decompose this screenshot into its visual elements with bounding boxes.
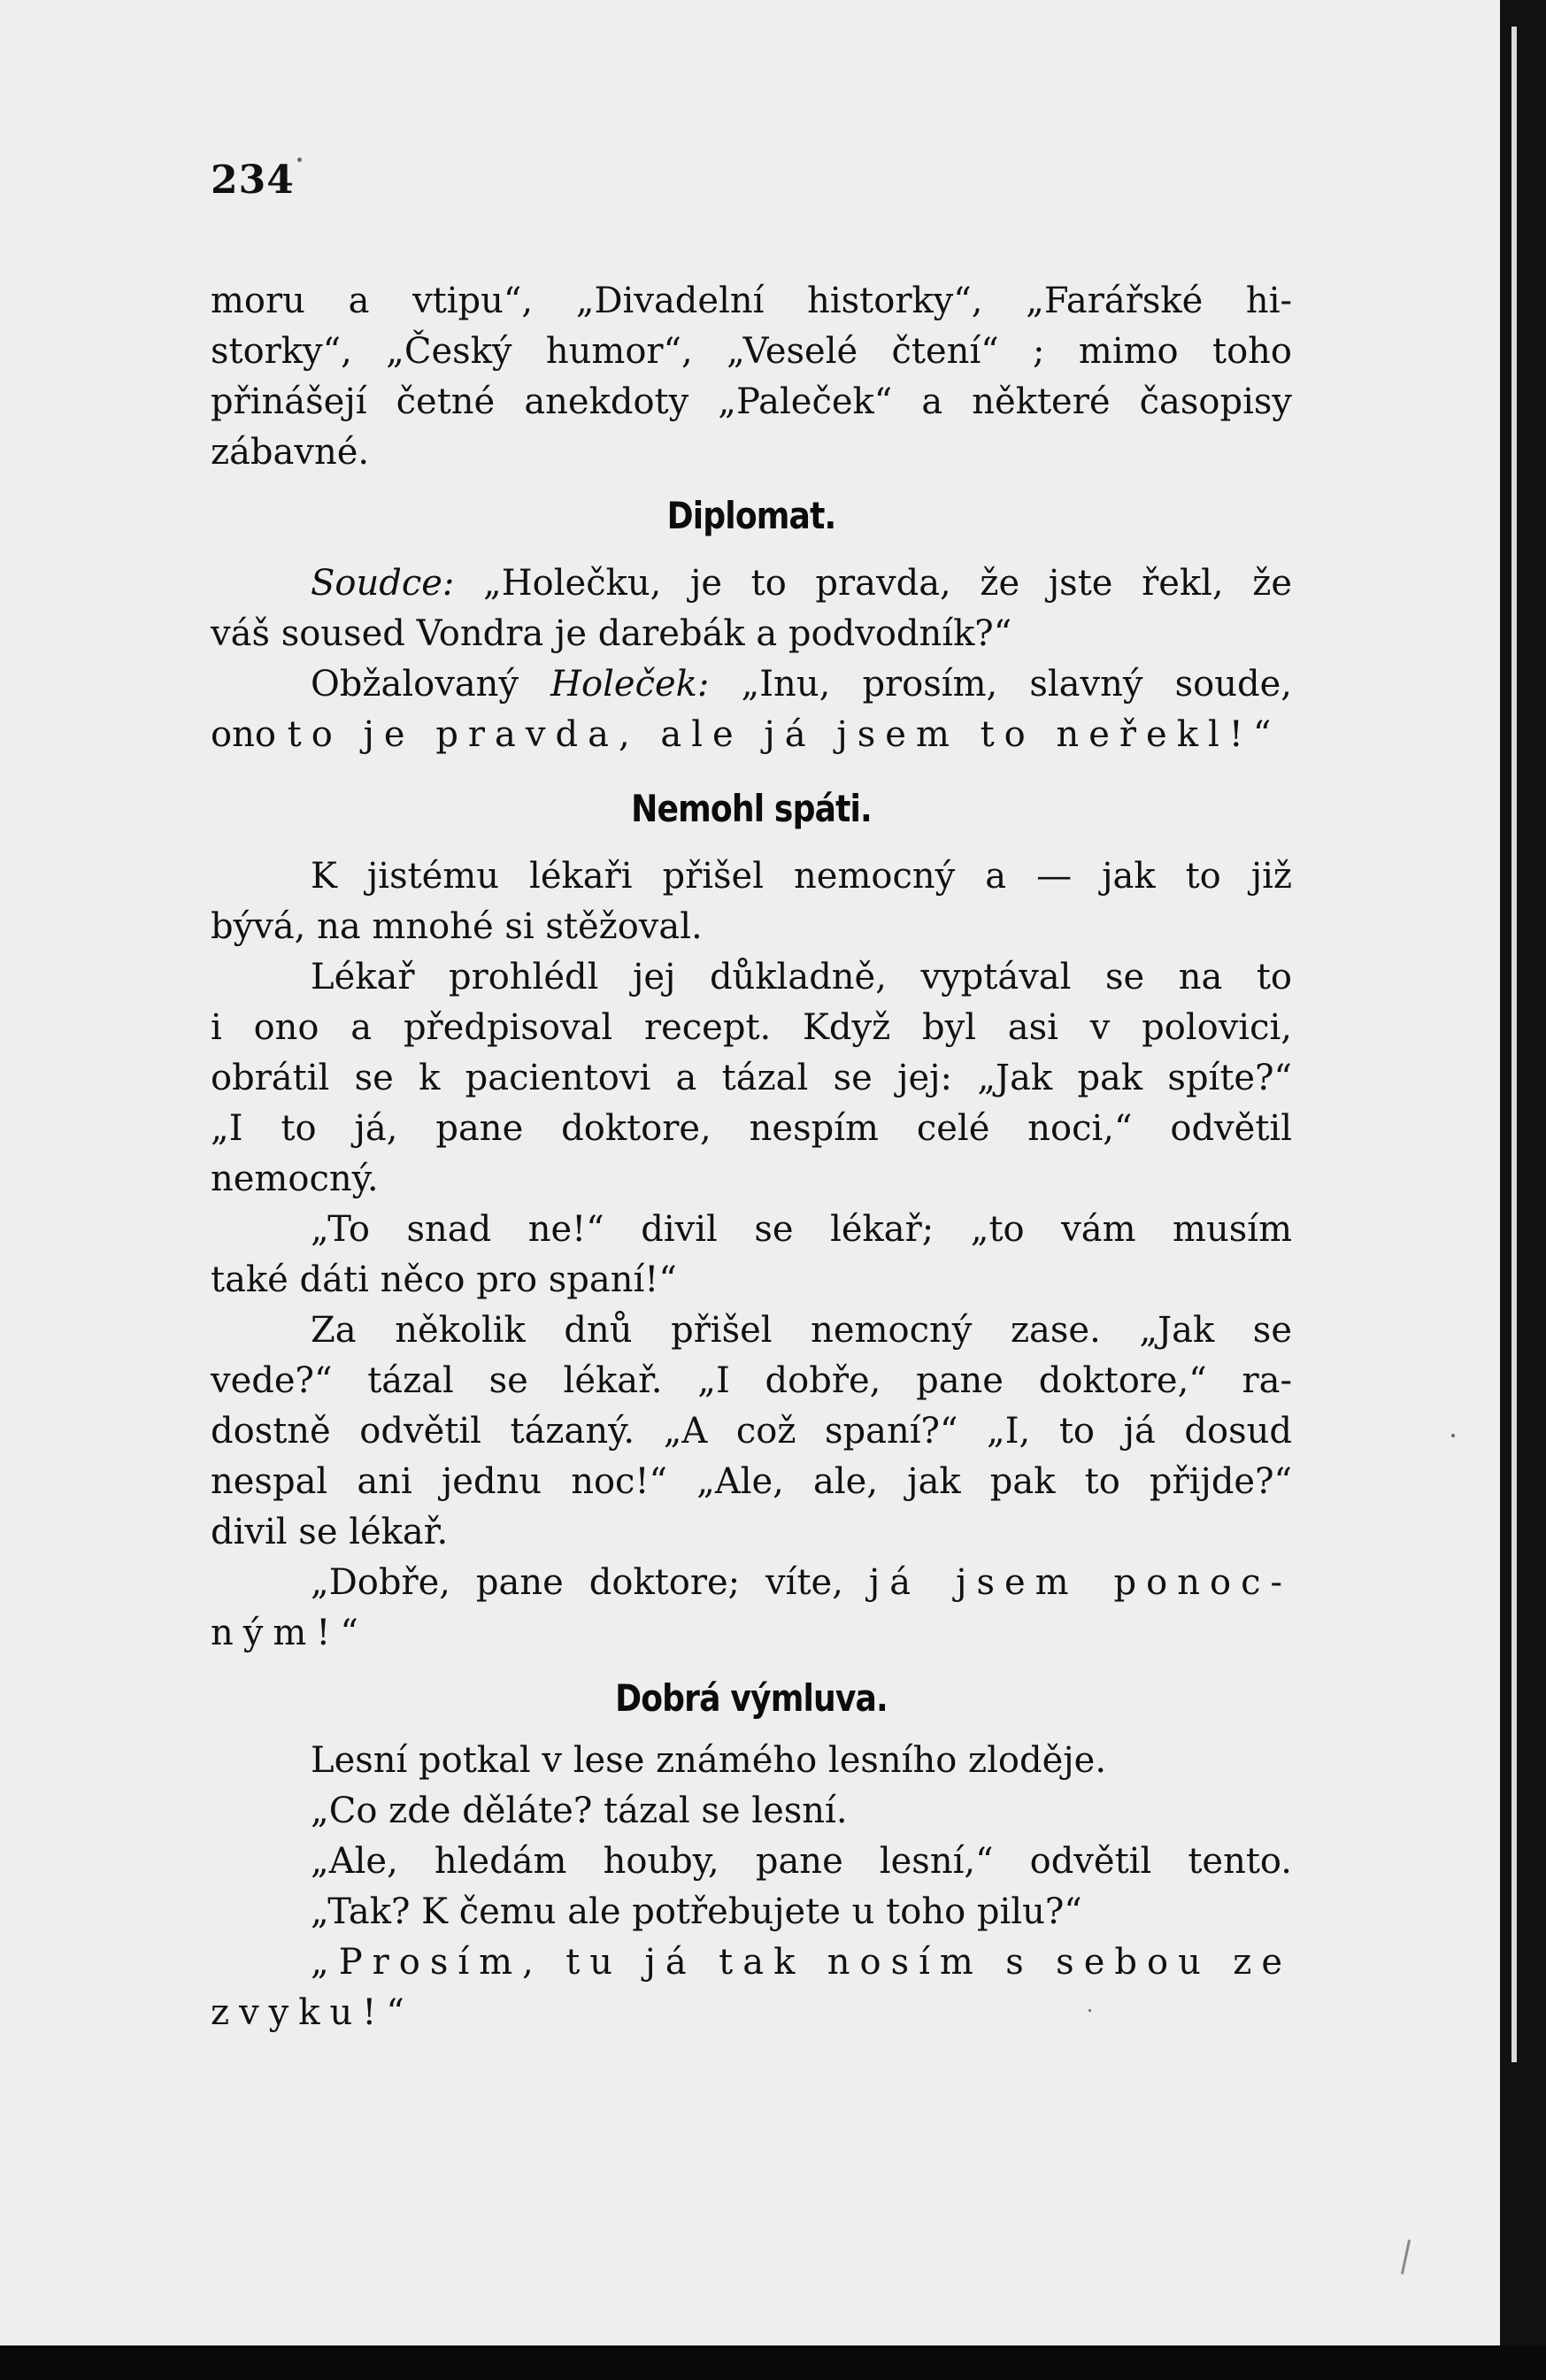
continuation-paragraph bbox=[211, 276, 1292, 478]
paragraph bbox=[211, 851, 1292, 952]
paragraph bbox=[211, 1786, 1292, 1837]
text-line: obrátil se k pacientovi a tázal se jej: „Jak pak spíte?“ bbox=[211, 1058, 1292, 1098]
paragraph bbox=[211, 1937, 1292, 2038]
text-line: nespal ani jednu noc!“ „Ale, ale, jak pak to přijde?“ bbox=[211, 1461, 1292, 1502]
text-line: bývá, na mnohé si stěžoval. bbox=[211, 906, 703, 947]
print-speck bbox=[297, 158, 302, 162]
text-line: přinášejí četné anekdoty „Paleček“ a některé časopisy bbox=[211, 381, 1292, 422]
pencil-mark bbox=[1401, 2239, 1411, 2275]
text-line bbox=[211, 1558, 1292, 1608]
text-line: také dáti něco pro spaní!“ bbox=[211, 1259, 677, 1300]
text-line bbox=[211, 558, 1292, 609]
paragraph bbox=[211, 558, 1292, 659]
text-line bbox=[211, 1608, 1292, 1659]
text-line: dostně odvětil tázaný. „A což spaní?“ „I, to já dosud bbox=[211, 1411, 1292, 1452]
text-run: Obžalovaný bbox=[311, 664, 519, 705]
paragraph bbox=[211, 1306, 1292, 1558]
text-line bbox=[211, 710, 1292, 760]
emphasized-text: to je pravda, ale já jsem to neřekl!“ bbox=[287, 714, 1281, 755]
text-line: Za několik dnů přišel nemocný zase. „Jak se bbox=[311, 1310, 1292, 1351]
paragraph bbox=[211, 659, 1292, 760]
text-line bbox=[211, 1988, 1292, 2038]
text-line: „Ale, hledám houby, pane lesní,“ odvětil tento. bbox=[311, 1841, 1292, 1882]
text-line: „Co zde děláte? tázal se lesní. bbox=[311, 1791, 848, 1831]
emphasized-text: já jsem ponoc- bbox=[868, 1562, 1292, 1603]
text-line: váš soused Vondra je darebák a podvodník?“ bbox=[211, 613, 1012, 654]
paragraph bbox=[211, 1736, 1292, 1786]
text-line: „To snad ne!“ divil se lékař; „to vám musím bbox=[311, 1209, 1292, 1250]
speaker-name: Holeček: bbox=[550, 664, 710, 705]
page-number: 234 bbox=[211, 158, 295, 203]
text-line: „I to já, pane doktore, nespím celé noci,“ odvětil bbox=[211, 1108, 1292, 1149]
speaker-name: Soudce: bbox=[311, 563, 455, 604]
emphasized-text: ným!“ bbox=[211, 1613, 368, 1653]
text-line: Lesní potkal v lese známého lesního zloděje. bbox=[311, 1740, 1107, 1781]
scan-edge-bottom bbox=[0, 2345, 1546, 2380]
text-line: „Prosím, tu já tak nosím s sebou ze bbox=[311, 1942, 1292, 1983]
emphasized-text: zvyku!“ bbox=[211, 1992, 414, 2033]
text-line: nemocný. bbox=[211, 1159, 379, 1199]
paragraph bbox=[211, 1887, 1292, 1937]
text-line: divil se lékař. bbox=[211, 1512, 449, 1552]
text-line: moru a vtipu“, „Divadelní historky“, „Farářské hi- bbox=[211, 281, 1292, 321]
text-line: storky“, „Český humor“, „Veselé čtení“ ; mimo toho bbox=[211, 331, 1292, 372]
text-run: „Inu, prosím, slavný soude, bbox=[741, 664, 1293, 705]
text-line bbox=[211, 659, 1292, 710]
text-run: „Holečku, je to pravda, že jste řekl, že bbox=[483, 563, 1292, 604]
paragraph bbox=[211, 1205, 1292, 1306]
text-line: vede?“ tázal se lékař. „I dobře, pane doktore,“ ra- bbox=[211, 1360, 1292, 1401]
text-line: zábavné. bbox=[211, 432, 370, 473]
section-title: Diplomat. bbox=[666, 494, 836, 537]
text-run: „Dobře, pane doktore; víte, bbox=[311, 1562, 843, 1603]
text-line: „Tak? K čemu ale potřebujete u toho pilu?“ bbox=[311, 1891, 1082, 1932]
text-line: Lékař prohlédl jej důkladně, vyptával se na to bbox=[311, 957, 1292, 997]
section-title: Dobrá výmluva. bbox=[615, 1676, 888, 1720]
scan-edge-right bbox=[1500, 0, 1546, 2380]
paragraph bbox=[211, 1837, 1292, 1887]
paragraph bbox=[211, 1558, 1292, 1659]
print-speck bbox=[1451, 1434, 1455, 1437]
text-line: K jistému lékaři přišel nemocný a — jak to již bbox=[311, 856, 1292, 897]
book-spine-edge bbox=[1511, 27, 1517, 2062]
page-text bbox=[211, 276, 1292, 2038]
text-run: ono bbox=[211, 714, 276, 755]
section-title: Nemohl spáti. bbox=[631, 787, 872, 830]
text-line: i ono a předpisoval recept. Když byl asi v polovici, bbox=[211, 1007, 1292, 1048]
paragraph bbox=[211, 952, 1292, 1205]
